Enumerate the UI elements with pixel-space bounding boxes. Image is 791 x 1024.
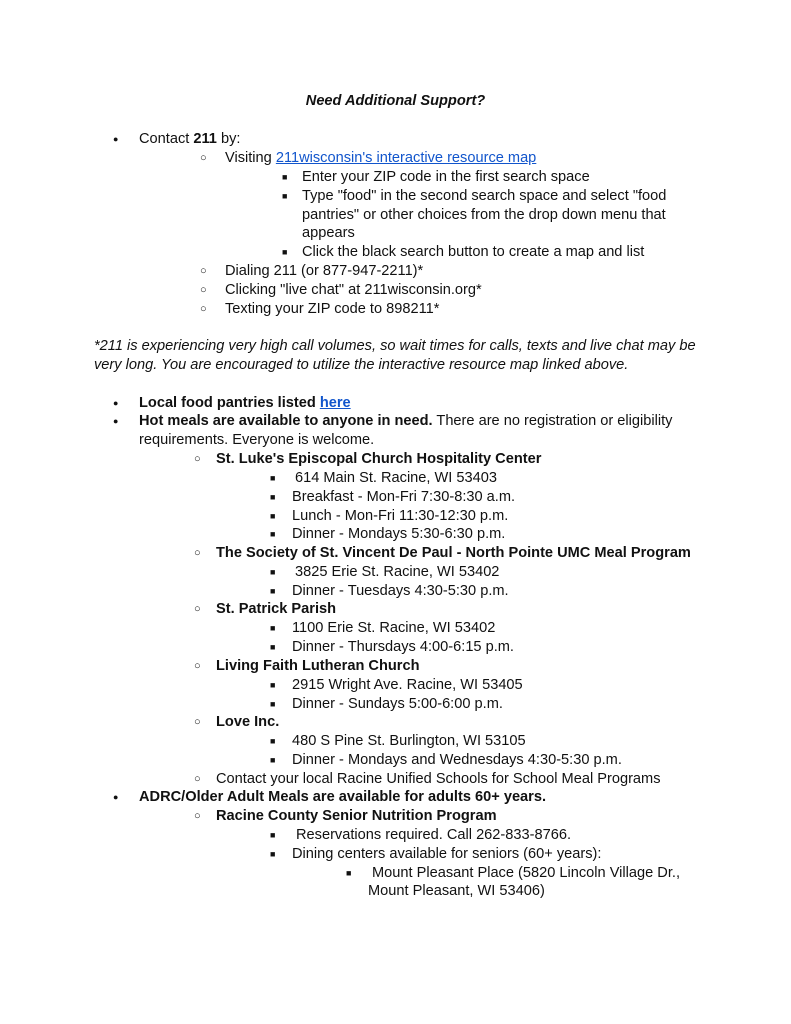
dialing-item: Dialing 211 (or 877-947-2211)* (225, 263, 424, 279)
step: Click the black search button to create a map and list (302, 244, 645, 260)
text: There are no registration or eligibility (432, 413, 673, 429)
circle-bullet-icon (194, 657, 201, 676)
text-bold: 211 (193, 131, 217, 147)
square-bullet-icon (270, 676, 275, 695)
text: Local food pantries listed (139, 395, 320, 411)
square-bullet-icon (270, 525, 275, 544)
circle-bullet-icon (194, 600, 201, 619)
square-bullet-icon (270, 619, 275, 638)
step: pantries" or other choices from the drop down menu that (302, 207, 666, 223)
schools-item: Contact your local Racine Unified Schools for School Meal Programs (216, 771, 661, 787)
contact-211 (139, 130, 240, 149)
site-detail: Dinner - Sundays 5:00-6:00 p.m. (292, 696, 503, 712)
bullet-icon (113, 130, 118, 149)
square-bullet-icon (282, 168, 287, 187)
site-name: St. Luke's Episcopal Church Hospitality Center (216, 451, 542, 467)
note-line: *211 is experiencing very high call volumes, so wait times for calls, texts and live chat may be (94, 338, 696, 354)
hot-meals-item (139, 412, 672, 431)
text: Visiting (225, 150, 276, 166)
text: Contact (139, 131, 194, 147)
site-detail: 480 S Pine St. Burlington, WI 53105 (292, 733, 526, 749)
dining-center-continued: Mount Pleasant, WI 53406) (368, 883, 545, 899)
adrc-heading: ADRC/Older Adult Meals are available for adults 60+ years. (139, 789, 547, 805)
step: Type "food" in the second search space and select "food (302, 188, 667, 204)
hot-meals-continued: requirements. Everyone is welcome. (139, 432, 375, 448)
resource-map-link[interactable]: 211wisconsin's interactive resource map (275, 150, 537, 166)
site-detail: Dinner - Mondays and Wednesdays 4:30-5:30 p.m. (292, 752, 622, 768)
site-detail: 614 Main St. Racine, WI 53403 (295, 470, 497, 486)
chat-item: Clicking "live chat" at 211wisconsin.org* (225, 282, 482, 298)
dining-center: Mount Pleasant Place (5820 Lincoln Village Dr., (372, 865, 681, 881)
square-bullet-icon (270, 488, 275, 507)
text: by: (216, 131, 241, 147)
site-detail: Dinner - Mondays 5:30-6:30 p.m. (292, 526, 506, 542)
reservations: Reservations required. Call 262-833-8766. (296, 827, 572, 843)
site-detail: 2915 Wright Ave. Racine, WI 53405 (292, 677, 523, 693)
pantries-item (139, 394, 351, 413)
circle-bullet-icon (200, 262, 207, 281)
circle-bullet-icon (194, 450, 201, 469)
square-bullet-icon (346, 864, 351, 883)
square-bullet-icon (270, 469, 275, 488)
program-name: Racine County Senior Nutrition Program (216, 808, 497, 824)
page-title: Need Additional Support? (305, 93, 486, 109)
square-bullet-icon (270, 582, 275, 601)
step: appears (302, 225, 355, 241)
bullet-icon (113, 412, 118, 431)
circle-bullet-icon (200, 149, 207, 168)
square-bullet-icon (270, 845, 275, 864)
circle-bullet-icon (194, 544, 201, 563)
text-bold: Hot meals are available to anyone in need. (139, 413, 433, 429)
bullet-icon (113, 394, 118, 413)
dining-centers: Dining centers available for seniors (60+ years): (292, 846, 602, 862)
site-name: St. Patrick Parish (216, 601, 337, 617)
square-bullet-icon (270, 507, 275, 526)
square-bullet-icon (270, 826, 275, 845)
site-name: Living Faith Lutheran Church (216, 658, 420, 674)
step: Enter your ZIP code in the first search space (302, 169, 590, 185)
site-name: The Society of St. Vincent De Paul - North Pointe UMC Meal Program (216, 545, 691, 561)
bullet-icon (113, 788, 118, 807)
square-bullet-icon (282, 187, 287, 206)
square-bullet-icon (270, 751, 275, 770)
site-detail: Dinner - Tuesdays 4:30-5:30 p.m. (292, 583, 509, 599)
texting-item: Texting your ZIP code to 898211* (225, 301, 440, 317)
circle-bullet-icon (194, 807, 201, 826)
square-bullet-icon (270, 732, 275, 751)
square-bullet-icon (270, 563, 275, 582)
pantries-link[interactable]: here (319, 395, 351, 411)
site-name: Love Inc. (216, 714, 280, 730)
circle-bullet-icon (194, 770, 201, 789)
note-line: very long. You are encouraged to utilize the interactive resource map linked above. (94, 357, 629, 373)
circle-bullet-icon (200, 281, 207, 300)
site-detail: 1100 Erie St. Racine, WI 53402 (292, 620, 496, 636)
site-detail: 3825 Erie St. Racine, WI 53402 (295, 564, 500, 580)
visiting-item (225, 149, 536, 168)
square-bullet-icon (270, 638, 275, 657)
circle-bullet-icon (200, 300, 207, 319)
circle-bullet-icon (194, 713, 201, 732)
site-detail: Dinner - Thursdays 4:00-6:15 p.m. (292, 639, 514, 655)
site-detail: Lunch - Mon-Fri 11:30-12:30 p.m. (292, 508, 509, 524)
square-bullet-icon (282, 243, 287, 262)
site-detail: Breakfast - Mon-Fri 7:30-8:30 a.m. (292, 489, 516, 505)
square-bullet-icon (270, 695, 275, 714)
